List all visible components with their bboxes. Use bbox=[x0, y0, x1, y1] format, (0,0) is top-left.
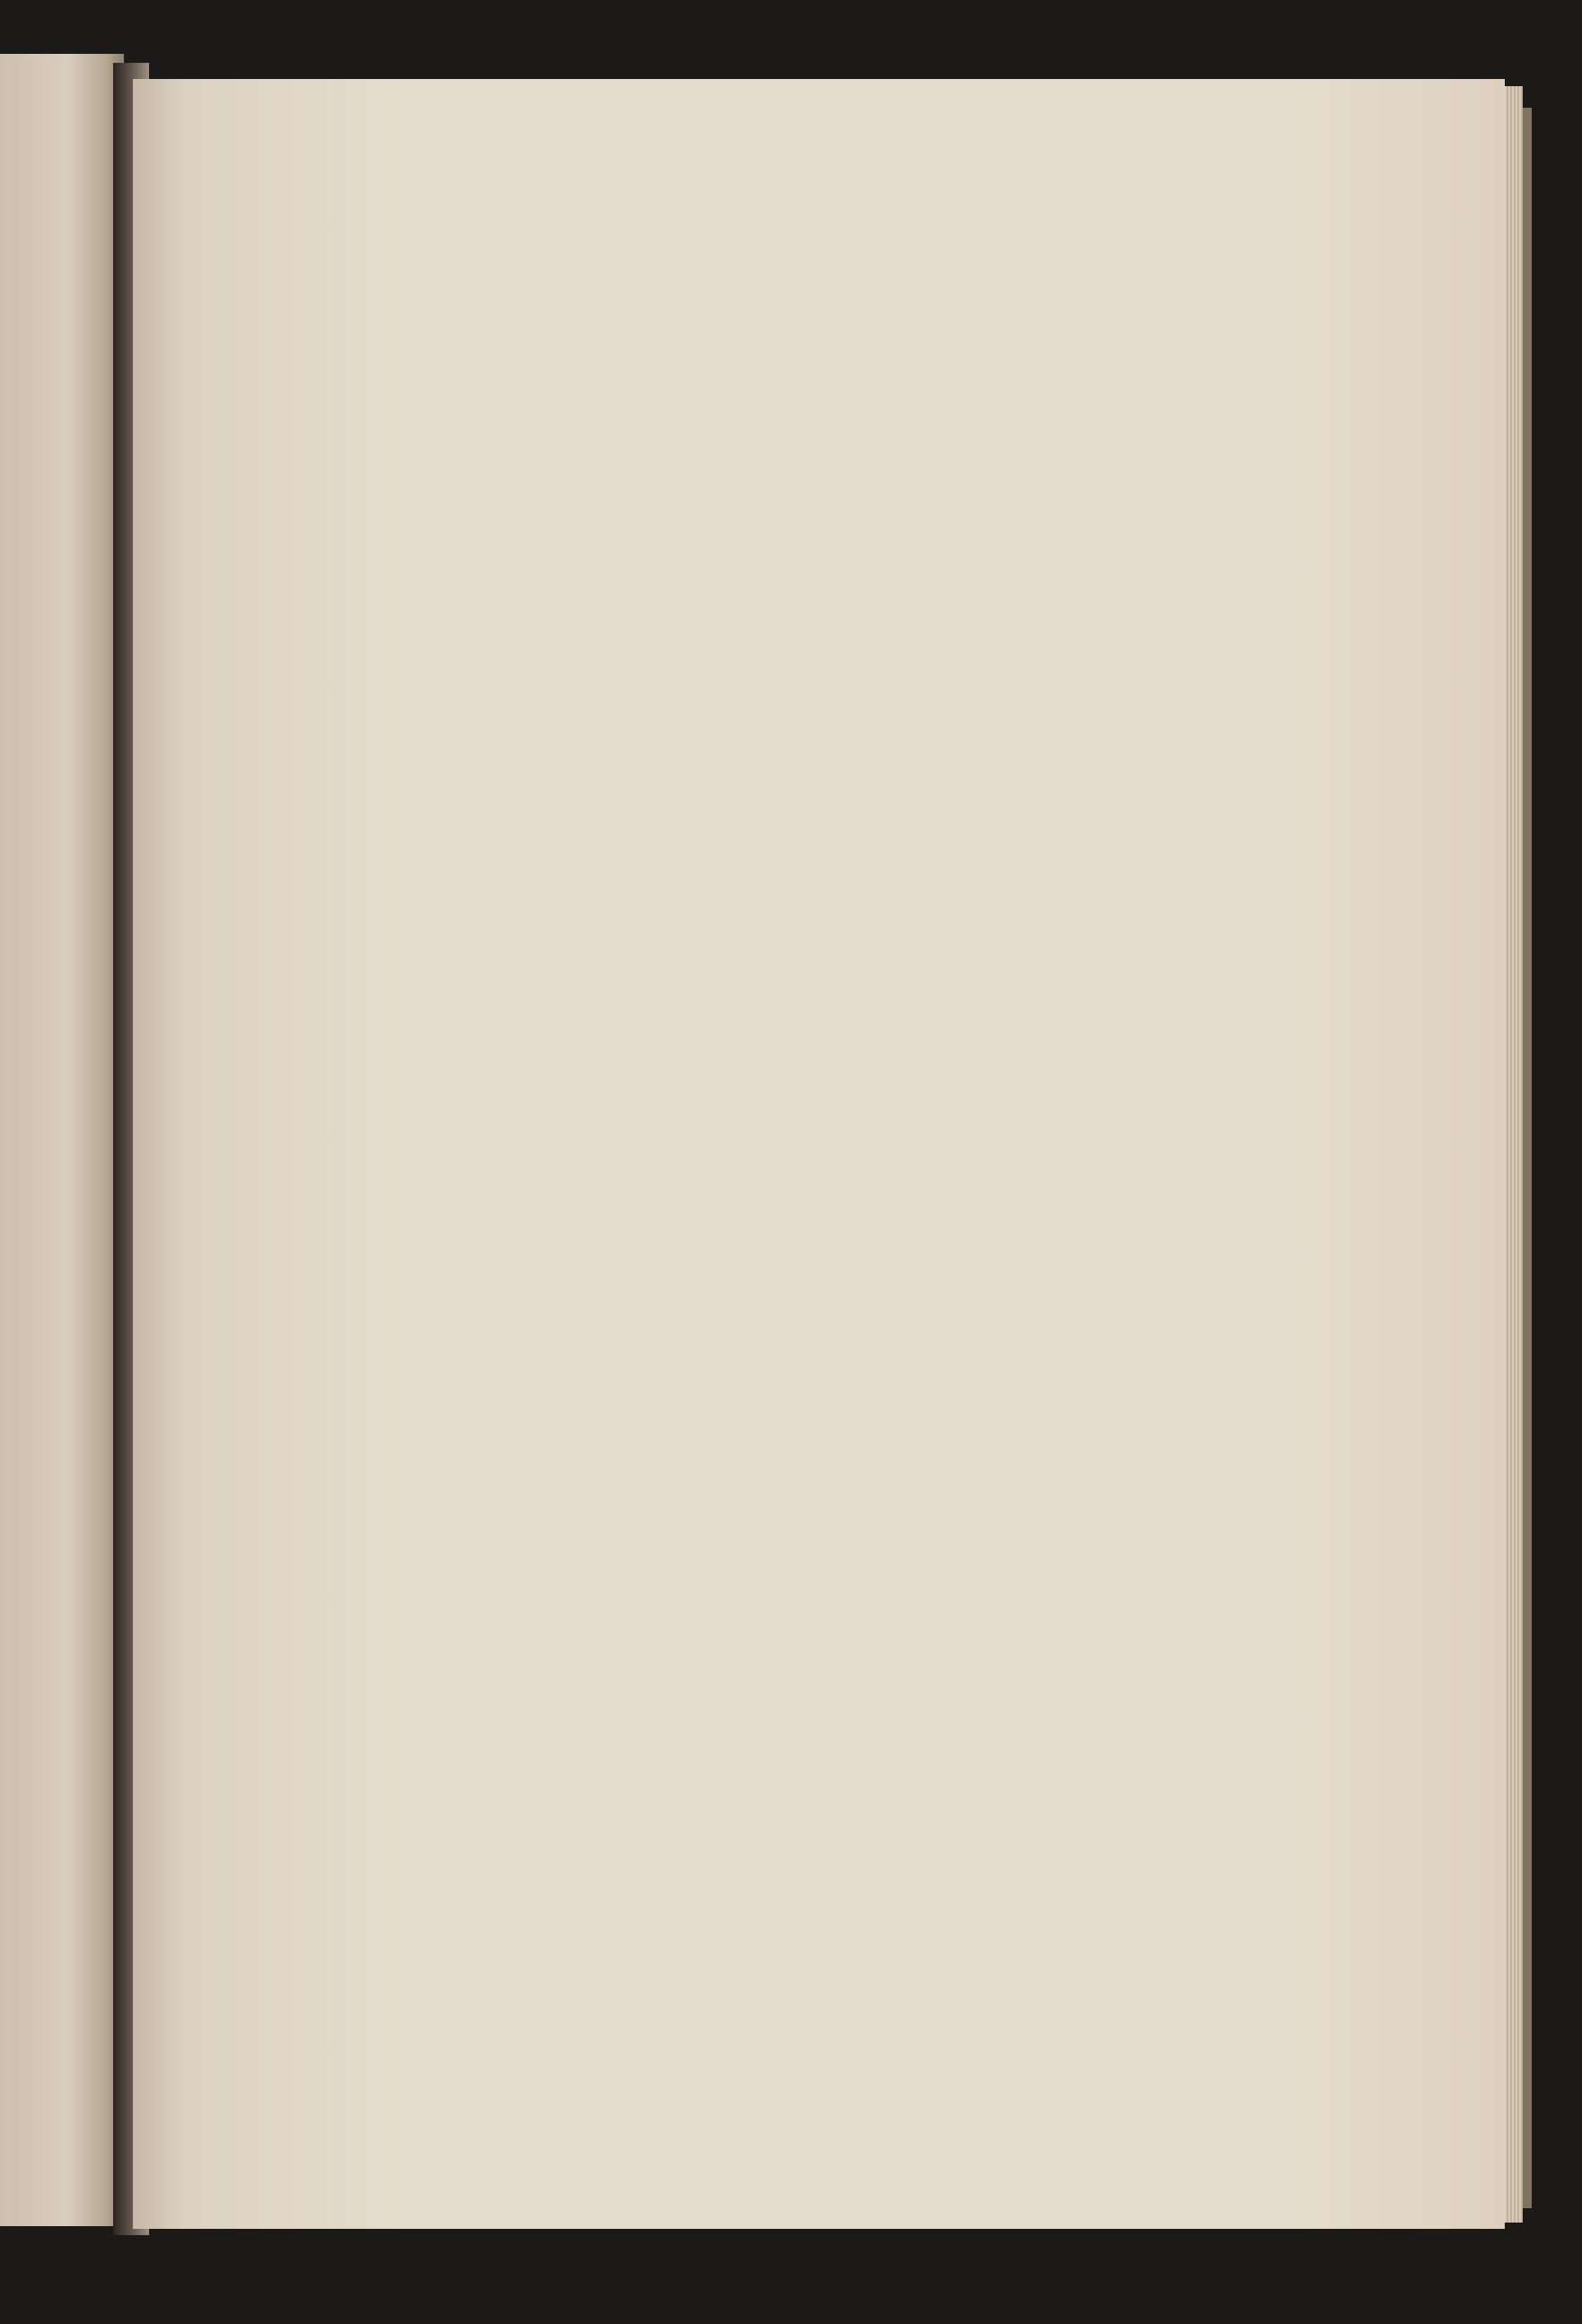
previous-page-fragment bbox=[0, 54, 124, 2226]
book-cover-edge bbox=[1523, 108, 1532, 2208]
book-page bbox=[133, 79, 1505, 2229]
page-edges bbox=[1505, 86, 1523, 2223]
